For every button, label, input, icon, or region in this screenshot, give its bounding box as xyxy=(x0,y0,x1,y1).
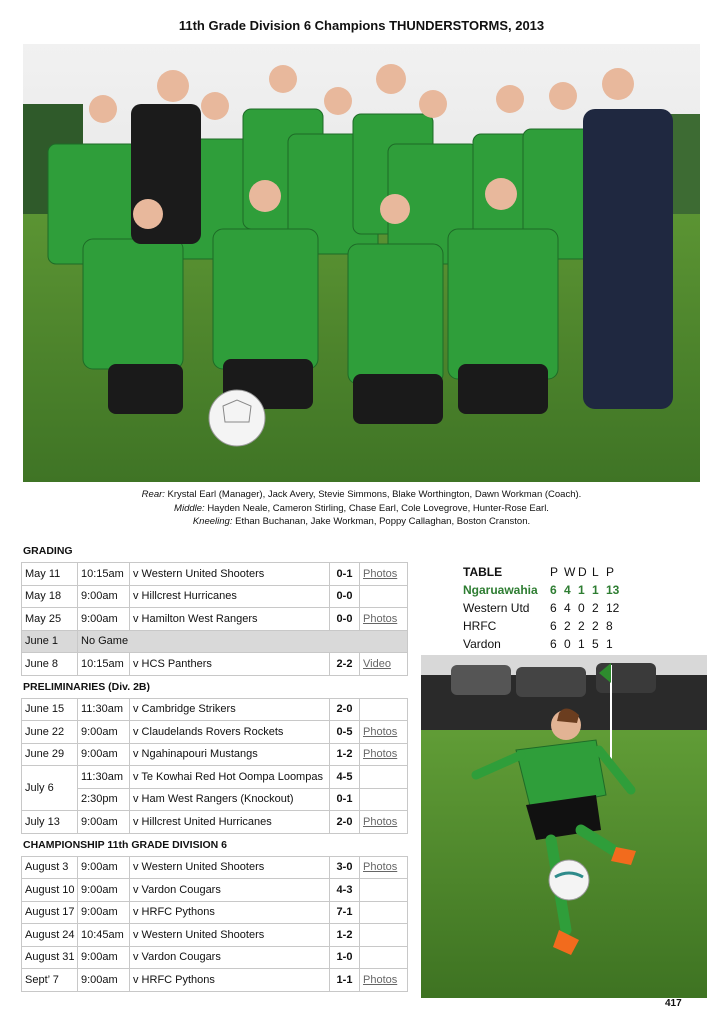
caption-rear-names: Krystal Earl (Manager), Jack Avery, Stevie Simmons, Blake Worthington, Dawn Workman (Coach). xyxy=(167,489,582,500)
prelims-table xyxy=(21,698,408,834)
table-row xyxy=(22,811,408,834)
league-points: 13 xyxy=(606,583,620,597)
photos-link[interactable]: Photos xyxy=(360,563,408,586)
table-row xyxy=(22,608,408,631)
match-time: 9:00am xyxy=(78,743,130,766)
match-score: 1-0 xyxy=(330,946,360,969)
championship-table xyxy=(21,856,408,992)
match-time: 9:00am xyxy=(78,608,130,631)
match-score: 1-2 xyxy=(330,924,360,947)
match-score: 0-0 xyxy=(330,608,360,631)
league-lost: 2 xyxy=(592,601,599,615)
league-row xyxy=(463,635,620,653)
league-points: 1 xyxy=(606,637,613,651)
photos-link[interactable]: Photos xyxy=(360,811,408,834)
table-row xyxy=(22,969,408,992)
league-lost: 1 xyxy=(592,583,599,597)
league-header-row xyxy=(463,563,620,581)
match-opponent: v Vardon Cougars xyxy=(130,879,330,902)
match-opponent: v Vardon Cougars xyxy=(130,946,330,969)
action-photo xyxy=(421,655,707,998)
table-row xyxy=(22,563,408,586)
match-score: 3-0 xyxy=(330,856,360,879)
championship-heading: CHAMPIONSHIP 11th GRADE DIVISION 6 xyxy=(23,838,228,851)
match-time: 10:15am xyxy=(78,563,130,586)
match-time: 9:00am xyxy=(78,585,130,608)
match-date: June 22 xyxy=(22,721,78,744)
match-time: 2:30pm xyxy=(78,788,130,811)
page-title: 11th Grade Division 6 Champions THUNDERSTORMS, 2013 xyxy=(178,18,545,33)
match-score: 0-1 xyxy=(330,788,360,811)
league-header-won: W xyxy=(564,565,576,579)
match-score: 0-5 xyxy=(330,721,360,744)
match-date: August 17 xyxy=(22,901,78,924)
match-score: 4-3 xyxy=(330,879,360,902)
link-cell-empty xyxy=(360,766,408,789)
league-played: 6 xyxy=(550,601,557,615)
match-score: 2-2 xyxy=(330,653,360,676)
table-row xyxy=(22,879,408,902)
league-lost: 5 xyxy=(592,637,599,651)
league-drawn: 1 xyxy=(578,637,585,651)
match-time: 11:30am xyxy=(78,698,130,721)
match-opponent: v Ham West Rangers (Knockout) xyxy=(130,788,330,811)
league-drawn: 0 xyxy=(578,601,585,615)
match-score: 2-0 xyxy=(330,811,360,834)
match-score: 7-1 xyxy=(330,901,360,924)
league-drawn: 1 xyxy=(578,583,585,597)
league-played: 6 xyxy=(550,637,557,651)
caption-rear xyxy=(60,488,663,502)
match-opponent: v Western United Shooters xyxy=(130,856,330,879)
league-header-drawn: D xyxy=(578,565,587,579)
match-time: 9:00am xyxy=(78,969,130,992)
photo-caption xyxy=(60,488,663,529)
league-row xyxy=(463,617,620,635)
match-opponent: v Hillcrest Hurricanes xyxy=(130,585,330,608)
league-table xyxy=(463,563,643,653)
link-cell-empty xyxy=(360,924,408,947)
caption-middle-label: Middle: xyxy=(174,502,205,514)
link-cell-empty xyxy=(360,698,408,721)
match-score: 0-0 xyxy=(330,585,360,608)
league-won: 4 xyxy=(564,583,571,597)
match-time: 9:00am xyxy=(78,856,130,879)
match-time: 9:00am xyxy=(78,946,130,969)
photos-link[interactable]: Photos xyxy=(360,969,408,992)
caption-middle xyxy=(60,502,663,516)
match-opponent: v Hamilton West Rangers xyxy=(130,608,330,631)
caption-kneeling xyxy=(60,515,663,529)
match-time: 9:00am xyxy=(78,811,130,834)
photos-link[interactable]: Photos xyxy=(360,721,408,744)
match-date: August 24 xyxy=(22,924,78,947)
caption-rear-label: Rear: xyxy=(141,489,165,500)
link-cell-empty xyxy=(360,946,408,969)
table-row xyxy=(22,856,408,879)
caption-middle-names: Hayden Neale, Cameron Stirling, Chase Earl, Cole Lovegrove, Hunter-Rose Earl. xyxy=(207,502,549,514)
match-score: 1-1 xyxy=(330,969,360,992)
league-header-lost: L xyxy=(592,565,599,579)
table-row xyxy=(22,653,408,676)
match-time: 9:00am xyxy=(78,721,130,744)
league-team: Vardon xyxy=(463,637,501,651)
league-won: 0 xyxy=(564,637,571,651)
match-date: May 25 xyxy=(22,608,78,631)
match-date: June 29 xyxy=(22,743,78,766)
no-game-label: No Game xyxy=(78,630,408,653)
match-date: June 1 xyxy=(22,630,78,653)
league-header-played: P xyxy=(550,565,559,579)
league-row xyxy=(463,581,620,599)
match-time: 10:15am xyxy=(78,653,130,676)
match-opponent: v Te Kowhai Red Hot Oompa Loompas xyxy=(130,766,330,789)
table-row xyxy=(22,924,408,947)
photos-link[interactable]: Photos xyxy=(360,856,408,879)
match-opponent: v Cambridge Strikers xyxy=(130,698,330,721)
match-date: July 6 xyxy=(22,766,78,811)
league-team: HRFC xyxy=(463,619,497,633)
match-date: May 18 xyxy=(22,585,78,608)
league-team: Ngaruawahia xyxy=(463,583,538,597)
match-schedule xyxy=(21,540,407,992)
grading-heading: GRADING xyxy=(23,545,73,557)
match-date: June 8 xyxy=(22,653,78,676)
link-cell-empty xyxy=(360,901,408,924)
table-row xyxy=(22,766,408,789)
page-number: 417 xyxy=(665,998,682,1009)
league-played: 6 xyxy=(550,619,557,633)
match-opponent: v HRFC Pythons xyxy=(130,969,330,992)
match-time: 10:45am xyxy=(78,924,130,947)
league-header-title: TABLE xyxy=(463,565,503,579)
match-date: June 15 xyxy=(22,698,78,721)
video-link[interactable]: Video xyxy=(360,653,408,676)
table-row xyxy=(22,698,408,721)
league-points: 12 xyxy=(606,601,620,615)
match-opponent: v Ngahinapouri Mustangs xyxy=(130,743,330,766)
team-photo xyxy=(23,44,700,482)
table-row xyxy=(22,946,408,969)
link-cell-empty xyxy=(360,585,408,608)
league-points: 8 xyxy=(606,619,613,633)
match-opponent: v Claudelands Rovers Rockets xyxy=(130,721,330,744)
grading-table xyxy=(21,562,408,676)
table-row xyxy=(22,743,408,766)
match-opponent: v Hillcrest United Hurricanes xyxy=(130,811,330,834)
caption-kneeling-names: Ethan Buchanan, Jake Workman, Poppy Callaghan, Boston Cranston. xyxy=(235,516,531,527)
league-lost: 2 xyxy=(592,619,599,633)
table-row xyxy=(22,721,408,744)
league-header-points: P xyxy=(606,565,615,579)
link-cell-empty xyxy=(360,788,408,811)
photos-link[interactable]: Photos xyxy=(360,743,408,766)
link-cell-empty xyxy=(360,879,408,902)
photos-link[interactable]: Photos xyxy=(360,608,408,631)
league-played: 6 xyxy=(550,583,557,597)
match-date: August 3 xyxy=(22,856,78,879)
table-row xyxy=(22,901,408,924)
table-row-no-game xyxy=(22,630,408,653)
match-time: 9:00am xyxy=(78,901,130,924)
match-opponent: v HRFC Pythons xyxy=(130,901,330,924)
league-team: Western Utd xyxy=(463,601,530,615)
league-row xyxy=(463,599,620,617)
match-date: Sept’ 7 xyxy=(22,969,78,992)
match-opponent: v HCS Panthers xyxy=(130,653,330,676)
league-won: 2 xyxy=(564,619,571,633)
match-date: August 31 xyxy=(22,946,78,969)
match-score: 1-2 xyxy=(330,743,360,766)
match-score: 0-1 xyxy=(330,563,360,586)
match-date: August 10 xyxy=(22,879,78,902)
match-time: 11:30am xyxy=(78,766,130,789)
match-opponent: v Western United Shooters xyxy=(130,924,330,947)
match-date: May 11 xyxy=(22,563,78,586)
table-row xyxy=(22,788,408,811)
league-drawn: 2 xyxy=(578,619,585,633)
match-date: July 13 xyxy=(22,811,78,834)
match-time: 9:00am xyxy=(78,879,130,902)
prelims-heading: PRELIMINARIES (Div. 2B) xyxy=(23,680,150,693)
match-score: 4-5 xyxy=(330,766,360,789)
caption-kneeling-label: Kneeling: xyxy=(192,516,233,527)
match-score: 2-0 xyxy=(330,698,360,721)
table-row xyxy=(22,585,408,608)
match-opponent: v Western United Shooters xyxy=(130,563,330,586)
league-won: 4 xyxy=(564,601,571,615)
